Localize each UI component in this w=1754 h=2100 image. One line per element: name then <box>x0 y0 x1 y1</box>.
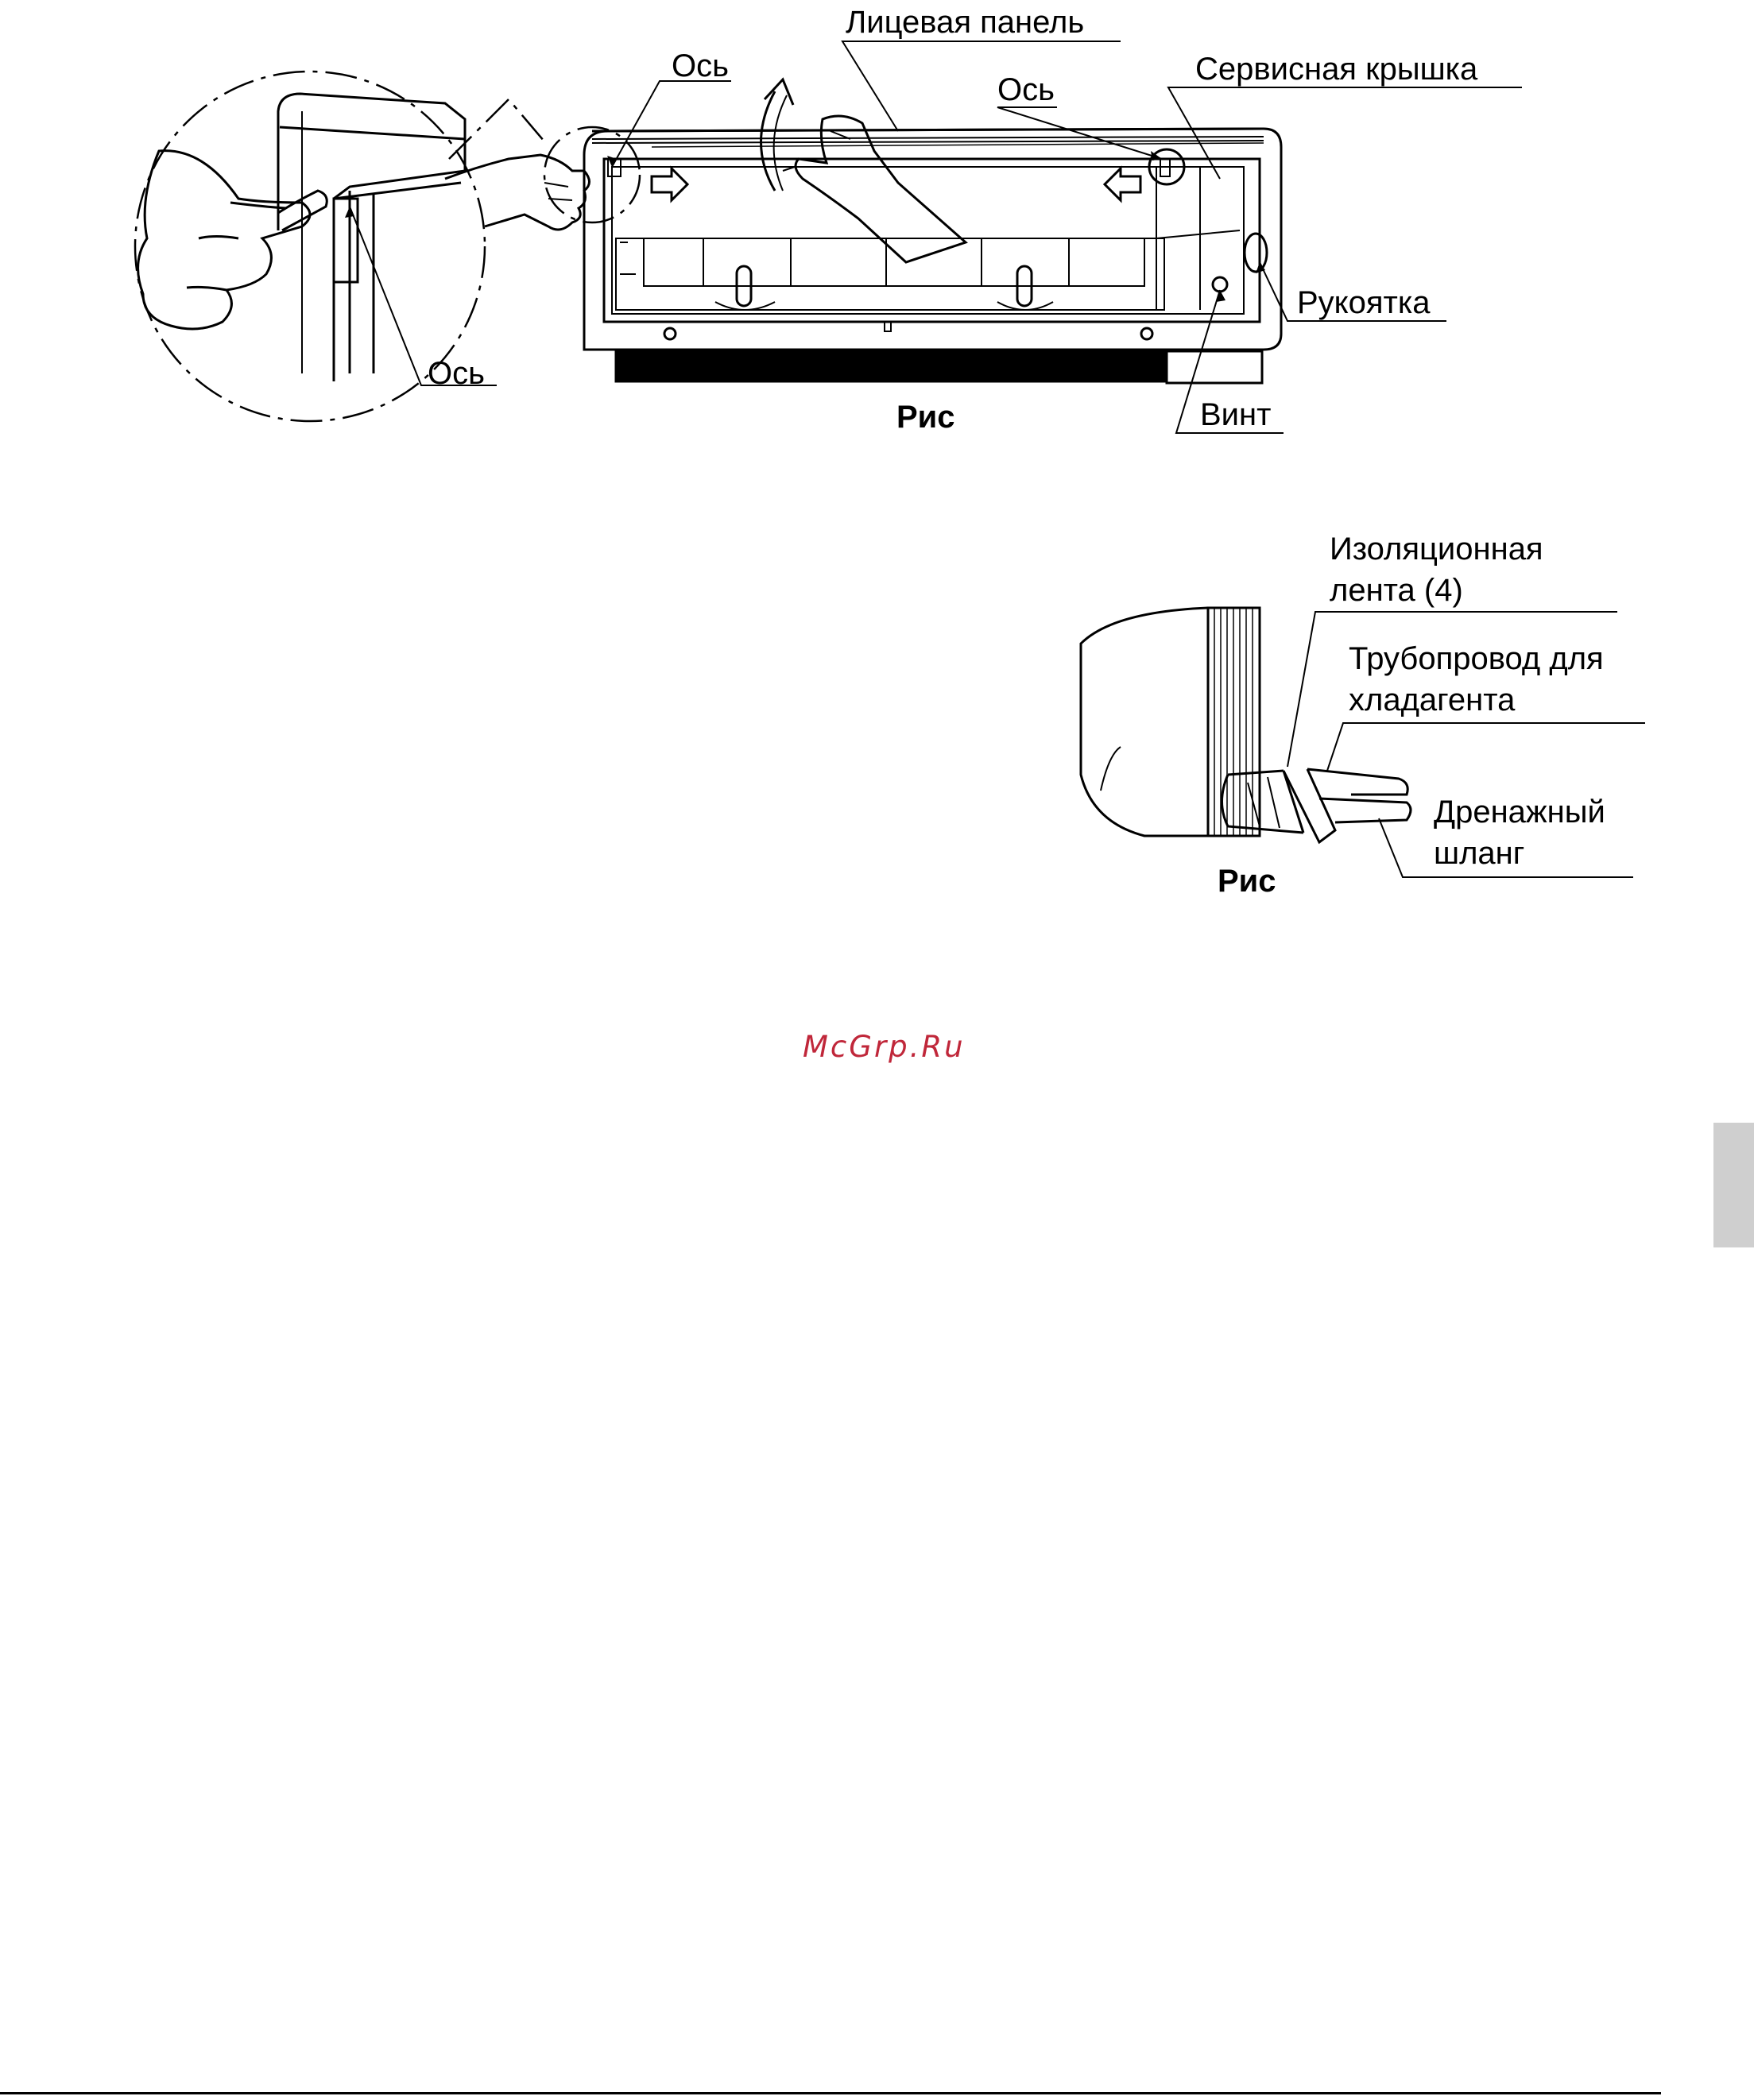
label-insulation-tape-line2: лента (4) <box>1330 573 1463 608</box>
bottom-rule <box>0 2092 1661 2094</box>
watermark: McGrp.Ru <box>803 1030 966 1064</box>
label-drain-hose <box>1434 791 1605 874</box>
figure1-caption: Рис <box>896 400 955 435</box>
label-drain-hose-line1: Дренажный <box>1434 795 1605 830</box>
label-axis-bottom: Ось <box>428 356 485 391</box>
label-front-panel: Лицевая панель <box>846 5 1085 40</box>
label-axis-top-right: Ось <box>997 72 1055 107</box>
label-insulation-tape-line1: Изоляционная <box>1330 532 1543 567</box>
label-refrigerant-pipe <box>1349 638 1604 721</box>
label-handle: Рукоятка <box>1297 285 1431 320</box>
label-drain-hose-line2: шланг <box>1434 836 1525 871</box>
label-service-cover: Сервисная крышка <box>1195 52 1478 87</box>
label-refrigerant-pipe-line2: хладагента <box>1349 683 1516 717</box>
label-axis-top-left: Ось <box>672 48 729 83</box>
label-insulation-tape <box>1330 528 1543 611</box>
label-screw: Винт <box>1200 397 1272 432</box>
figure2-caption: Рис <box>1218 864 1276 899</box>
page-side-tab <box>1713 1123 1754 1247</box>
label-refrigerant-pipe-line1: Трубопровод для <box>1349 641 1604 676</box>
leader-refrigerant-pipe <box>1327 723 1645 771</box>
